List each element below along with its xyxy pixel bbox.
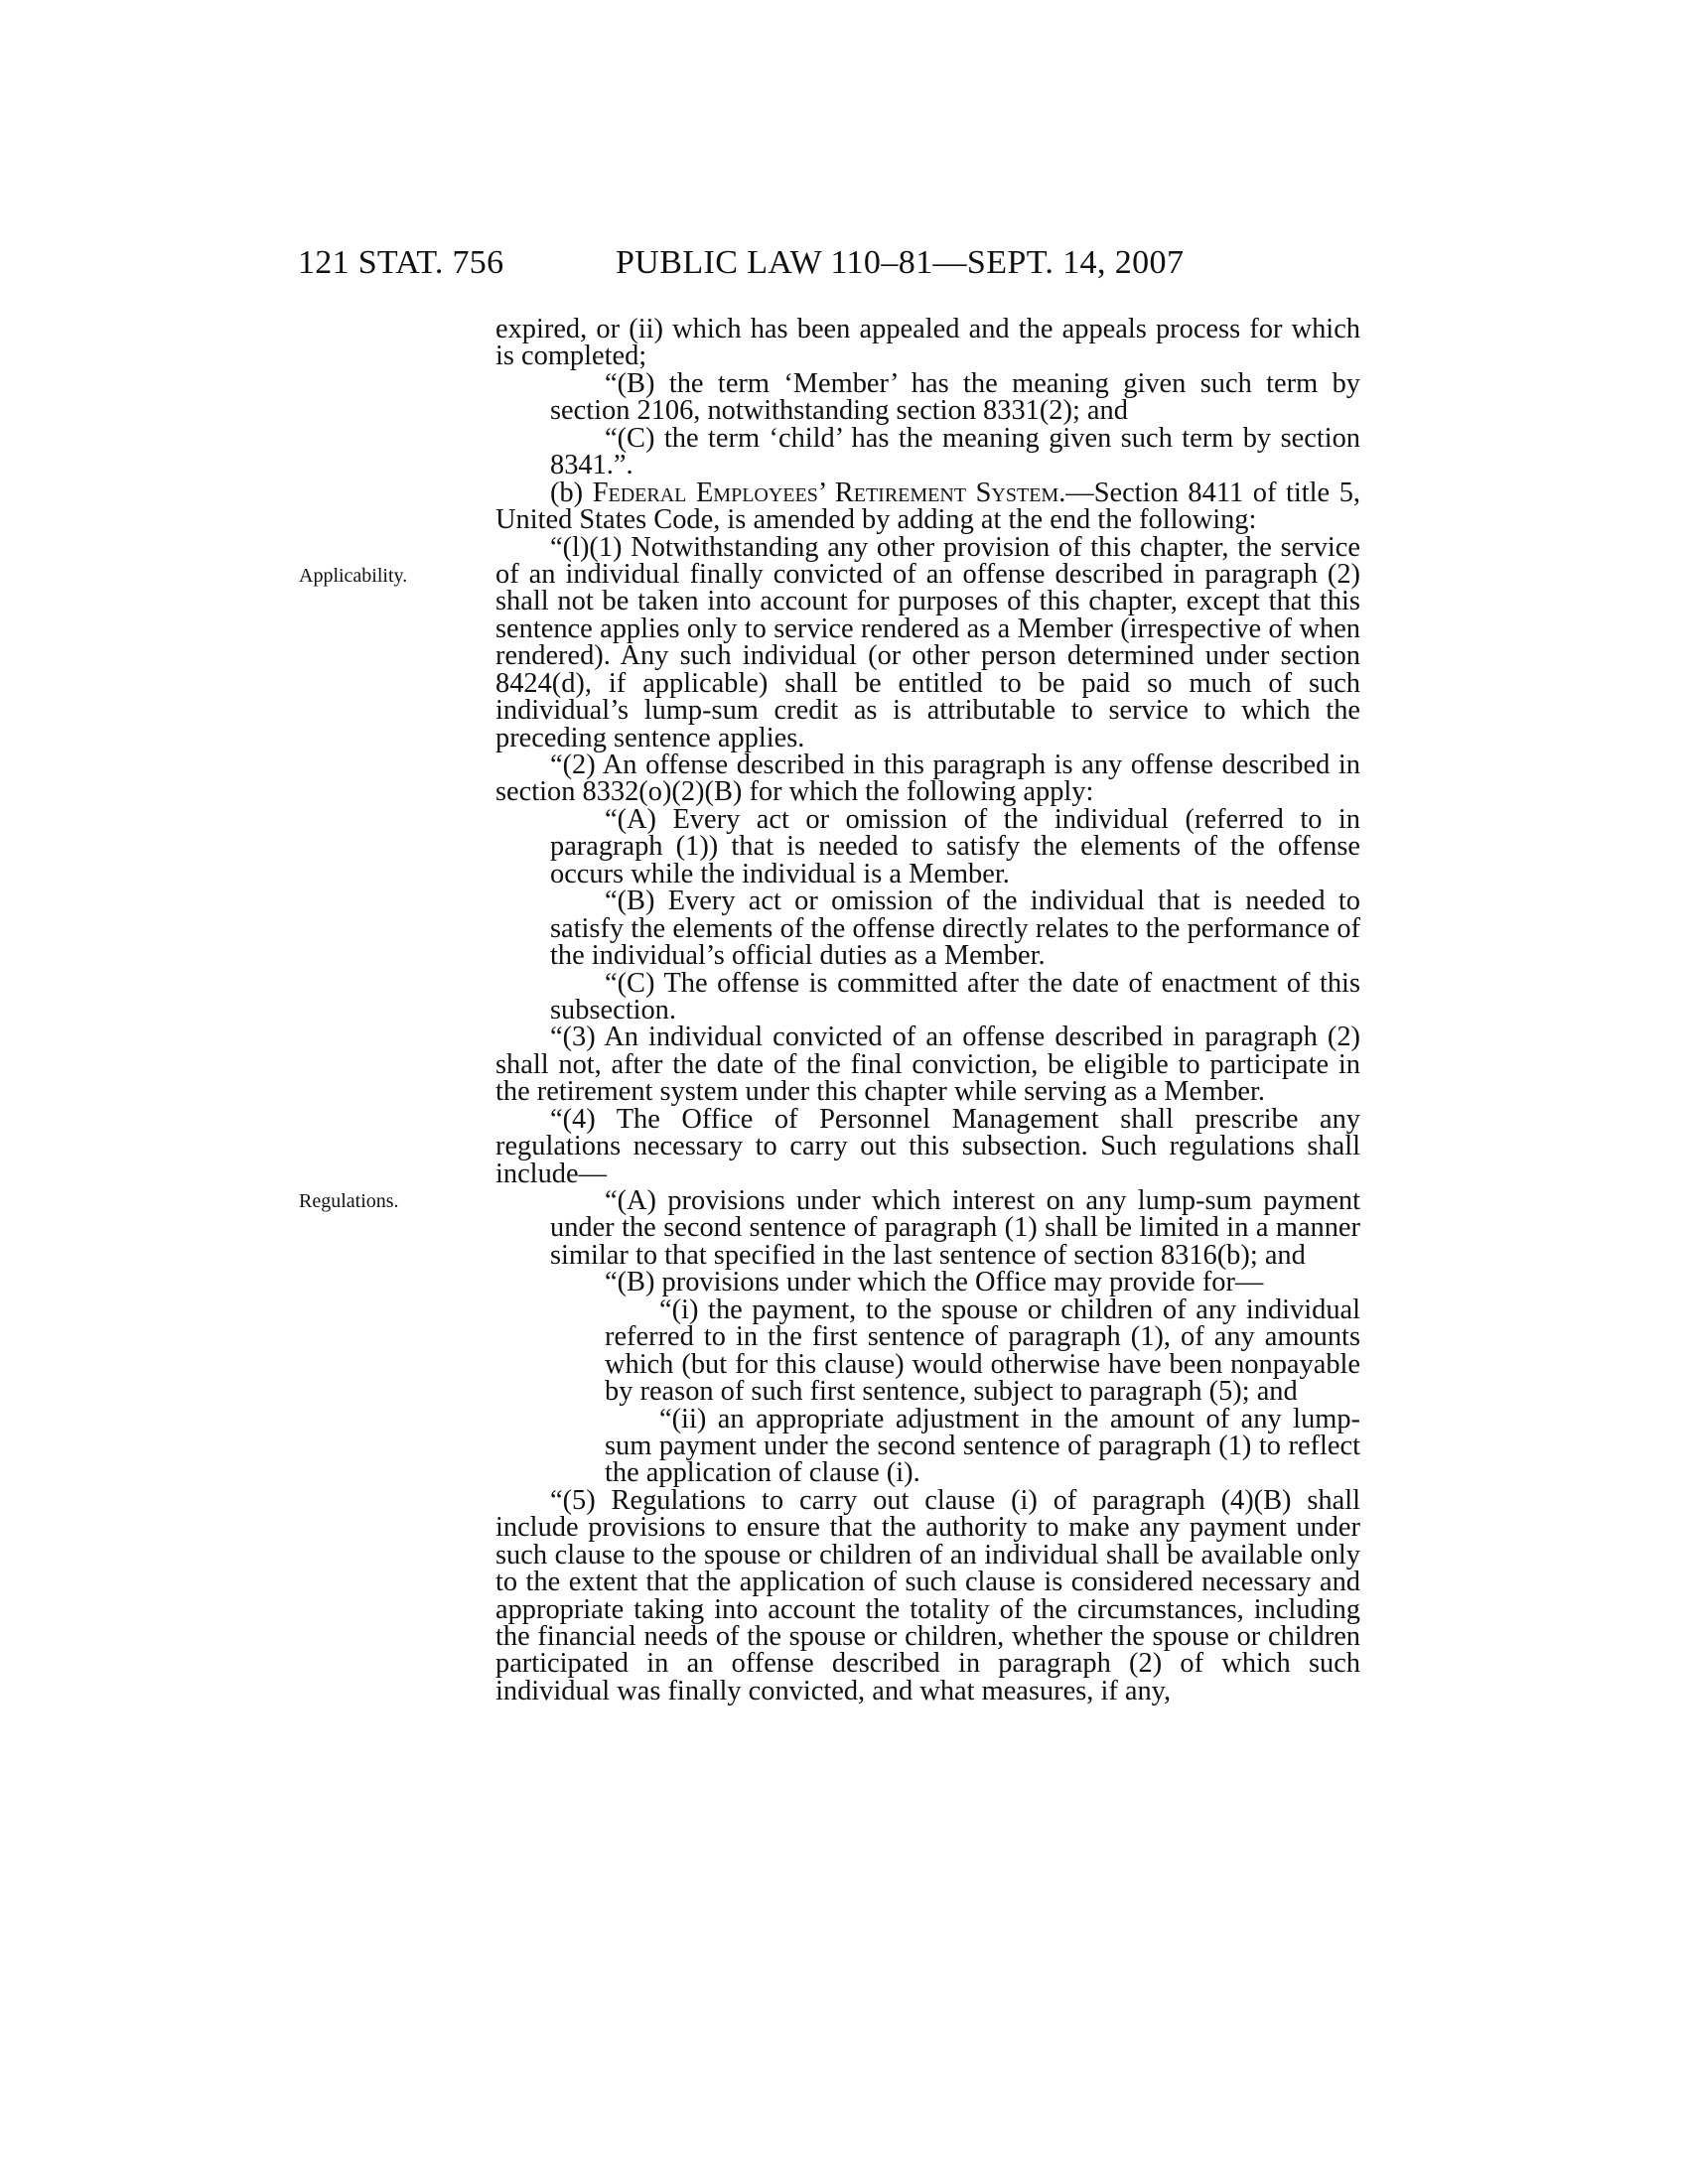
subsection-b-heading: Federal Employees’ Retirement System — [592, 477, 1059, 508]
paragraph-l-1: “(l)(1) Notwithstanding any other provision of this chapter, the service of an individual finally convicted of an offense described in paragraph (2) shall not be taken into account for purposes of this chapter, except that this sentence applies only to service rendered as a Member (irrespective of when rendered). Any such individual (or other person determined under section 8424(d), if applicable) shall be entitled to be paid so much of such individual’s lump-sum credit as is attributable to service to which the preceding sentence applies. — [495, 531, 1360, 753]
subsection-b-prefix: (b) — [550, 477, 593, 508]
subparagraph-b-member: “(B) the term ‘Member’ has the meaning given such term by section 2106, notwithstanding section 8331(2); and — [550, 367, 1360, 427]
margin-note-regulations: Regulations. — [299, 1190, 399, 1212]
clause-4b-i: “(i) the payment, to the spouse or children of any individual referred to in the first sentence of paragraph (1), of any amounts which (but for this clause) would otherwise have been nonpayable by reason of such first sentence, subject to paragraph (5); and — [605, 1294, 1360, 1408]
paragraph-2: “(2) An offense described in this paragraph is any offense described in section 8332(o)(2)(B) for which the following apply: — [495, 750, 1360, 808]
paragraph-continuation: expired, or (ii) which has been appealed and the appeals process for which is completed; — [495, 314, 1360, 372]
subparagraph-2c: “(C) The offense is committed after the date of enactment of this subsection. — [550, 967, 1360, 1025]
margin-note-applicability: Applicability. — [299, 565, 408, 587]
subparagraph-c-child: “(C) the term ‘child’ has the meaning given such term by section 8341.”. — [550, 422, 1360, 481]
paragraph-5: “(5) Regulations to carry out clause (i) of paragraph (4)(B) shall include provisions to ensure that the authority to make any payment under such clause to the spouse or children of an individual shall be available only to the extent that the application of such clause is considered necessary and appropriate taking into account the totality of the circumstances, including the financial needs of the spouse or children, whether the spouse or children participated in an offense described in paragraph (2) of which such individual was finally convicted, and what measures, if any, — [495, 1484, 1360, 1706]
page-header — [298, 243, 1370, 293]
subparagraph-4a: “(A) provisions under which interest on any lump-sum payment under the second sentence of paragraph (1) shall be limited in a manner similar to that specified in the last sentence of section 8316(b); and — [550, 1185, 1360, 1271]
subsection-b-text: .—Section 8411 of title 5, United States Code, is amended by adding at the end the following: — [495, 477, 1361, 536]
paragraph-3: “(3) An individual convicted of an offense described in paragraph (2) shall not, after the date of the final conviction, be eligible to participate in the retirement system under this chapter while serving as a Member. — [495, 1022, 1360, 1108]
statute-body — [495, 316, 1360, 1705]
subparagraph-2b: “(B) Every act or omission of the individual that is needed to satisfy the elements of the offense directly relates to the performance of the individual’s official duties as a Member. — [550, 886, 1360, 972]
subparagraph-4b: “(B) provisions under which the Office may provide for— — [605, 1267, 1264, 1298]
stat-reference: 121 STAT. 756 — [298, 244, 504, 281]
subparagraph-2a: “(A) Every act or omission of the individual (referred to in paragraph (1)) that is needed to satisfy the elements of the offense occurs while the individual is a Member. — [550, 803, 1360, 889]
subsection-b — [495, 479, 1360, 534]
paragraph-4: “(4) The Office of Personnel Management shall prescribe any regulations necessary to carry out this subsection. Such regulations shall include— — [495, 1103, 1360, 1189]
clause-4b-ii: “(ii) an appropriate adjustment in the amount of any lump-sum payment under the second sentence of paragraph (1) to reflect the application of clause (i). — [605, 1403, 1360, 1489]
public-law-reference: PUBLIC LAW 110–81—SEPT. 14, 2007 — [616, 244, 1185, 281]
